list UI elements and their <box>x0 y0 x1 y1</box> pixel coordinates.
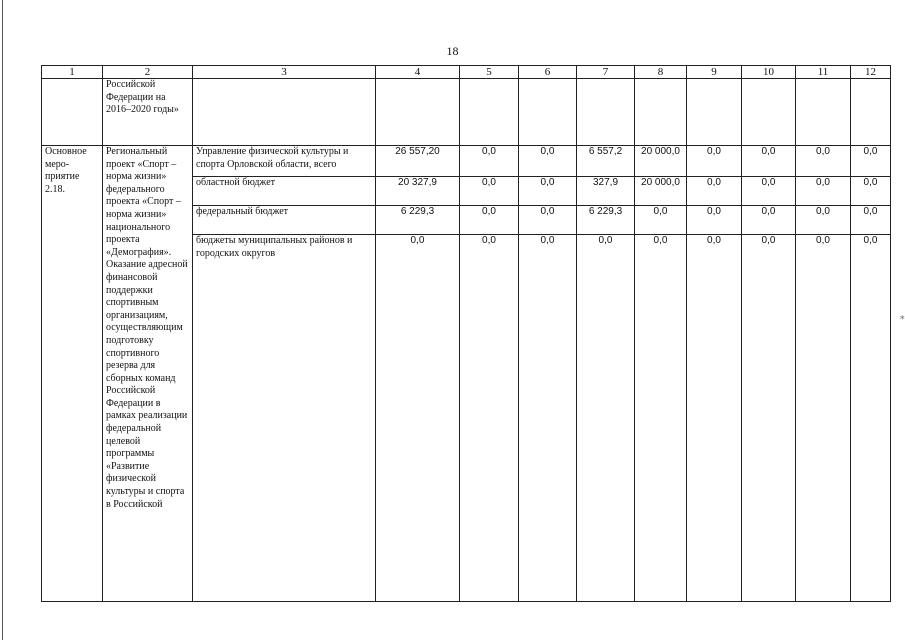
table-cell <box>42 79 103 146</box>
table-cell <box>742 79 796 146</box>
header-cell: 12 <box>851 66 891 79</box>
header-cell: 8 <box>635 66 687 79</box>
table-cell <box>851 79 891 146</box>
value-cell: 0,0 <box>687 206 742 235</box>
value-cell: 0,0 <box>796 235 851 602</box>
value-cell: 0,0 <box>687 146 742 177</box>
column-number-header-row <box>42 66 891 79</box>
page-edge-line <box>2 0 3 640</box>
value-cell: 0,0 <box>635 235 687 602</box>
page-number: 18 <box>446 44 459 58</box>
table-cell <box>460 79 519 146</box>
value-cell: 0,0 <box>519 146 577 177</box>
value-cell: 0,0 <box>460 177 519 206</box>
header-cell: 6 <box>519 66 577 79</box>
value-cell: 0,0 <box>742 177 796 206</box>
value-cell: 0,0 <box>742 206 796 235</box>
value-cell: 20 327,9 <box>376 177 460 206</box>
value-cell: 0,0 <box>519 235 577 602</box>
scan-artifact-mark: ⁎ <box>900 311 905 321</box>
value-cell: 0,0 <box>687 235 742 602</box>
header-cell: 2 <box>103 66 193 79</box>
header-cell: 10 <box>742 66 796 79</box>
table-cell <box>376 79 460 146</box>
value-cell: 0,0 <box>519 206 577 235</box>
table-cell <box>635 79 687 146</box>
value-cell: 0,0 <box>796 146 851 177</box>
value-cell: 0,0 <box>460 146 519 177</box>
value-cell: 0,0 <box>460 206 519 235</box>
table-cell <box>193 79 376 146</box>
value-cell: 0,0 <box>851 177 891 206</box>
continuation-program-text: Российской Федерации на 2016–2020 годы» <box>103 79 193 146</box>
value-cell: 6 229,3 <box>577 206 635 235</box>
value-cell: 0,0 <box>851 235 891 602</box>
value-cell: 0,0 <box>460 235 519 602</box>
value-cell: 327,9 <box>577 177 635 206</box>
table-cell <box>796 79 851 146</box>
activity-description: Региональный проект «Спорт – норма жизни» федерального проекта «Спорт – норма жизни» национального проекта «Демография». Оказание адресной финансовой поддержки спортивным организациям, осуществляющим подготовку спортивного резерва для сборных команд Российской Федерации в рамках реализации федеральной целевой программы «Развитие физической культуры и спорта в Российской <box>103 146 193 602</box>
funding-source: федеральный бюджет <box>193 206 376 235</box>
budget-table <box>41 65 891 602</box>
value-cell: 0,0 <box>519 177 577 206</box>
value-cell: 20 000,0 <box>635 177 687 206</box>
value-cell: 20 000,0 <box>635 146 687 177</box>
table-cell <box>519 79 577 146</box>
header-cell: 9 <box>687 66 742 79</box>
funding-source: областной бюджет <box>193 177 376 206</box>
value-cell: 0,0 <box>376 235 460 602</box>
table-cell <box>687 79 742 146</box>
funding-source: Управление физической культуры и спорта Орловской области, всего <box>193 146 376 177</box>
header-cell: 3 <box>193 66 376 79</box>
continuation-row <box>42 79 891 146</box>
value-cell: 0,0 <box>851 206 891 235</box>
value-cell: 0,0 <box>796 177 851 206</box>
table-cell <box>577 79 635 146</box>
header-cell: 7 <box>577 66 635 79</box>
header-cell: 1 <box>42 66 103 79</box>
value-cell: 0,0 <box>635 206 687 235</box>
value-cell: 0,0 <box>796 206 851 235</box>
value-cell: 0,0 <box>851 146 891 177</box>
table-row <box>42 146 891 177</box>
header-cell: 4 <box>376 66 460 79</box>
funding-source: бюджеты муниципальных районов и городских округов <box>193 235 376 602</box>
value-cell: 26 557,20 <box>376 146 460 177</box>
header-cell: 11 <box>796 66 851 79</box>
header-cell: 5 <box>460 66 519 79</box>
value-cell: 0,0 <box>742 235 796 602</box>
value-cell: 6 557,2 <box>577 146 635 177</box>
activity-number: Основное меро-приятие 2.18. <box>42 146 103 602</box>
value-cell: 0,0 <box>742 146 796 177</box>
value-cell: 0,0 <box>687 177 742 206</box>
value-cell: 6 229,3 <box>376 206 460 235</box>
value-cell: 0,0 <box>577 235 635 602</box>
